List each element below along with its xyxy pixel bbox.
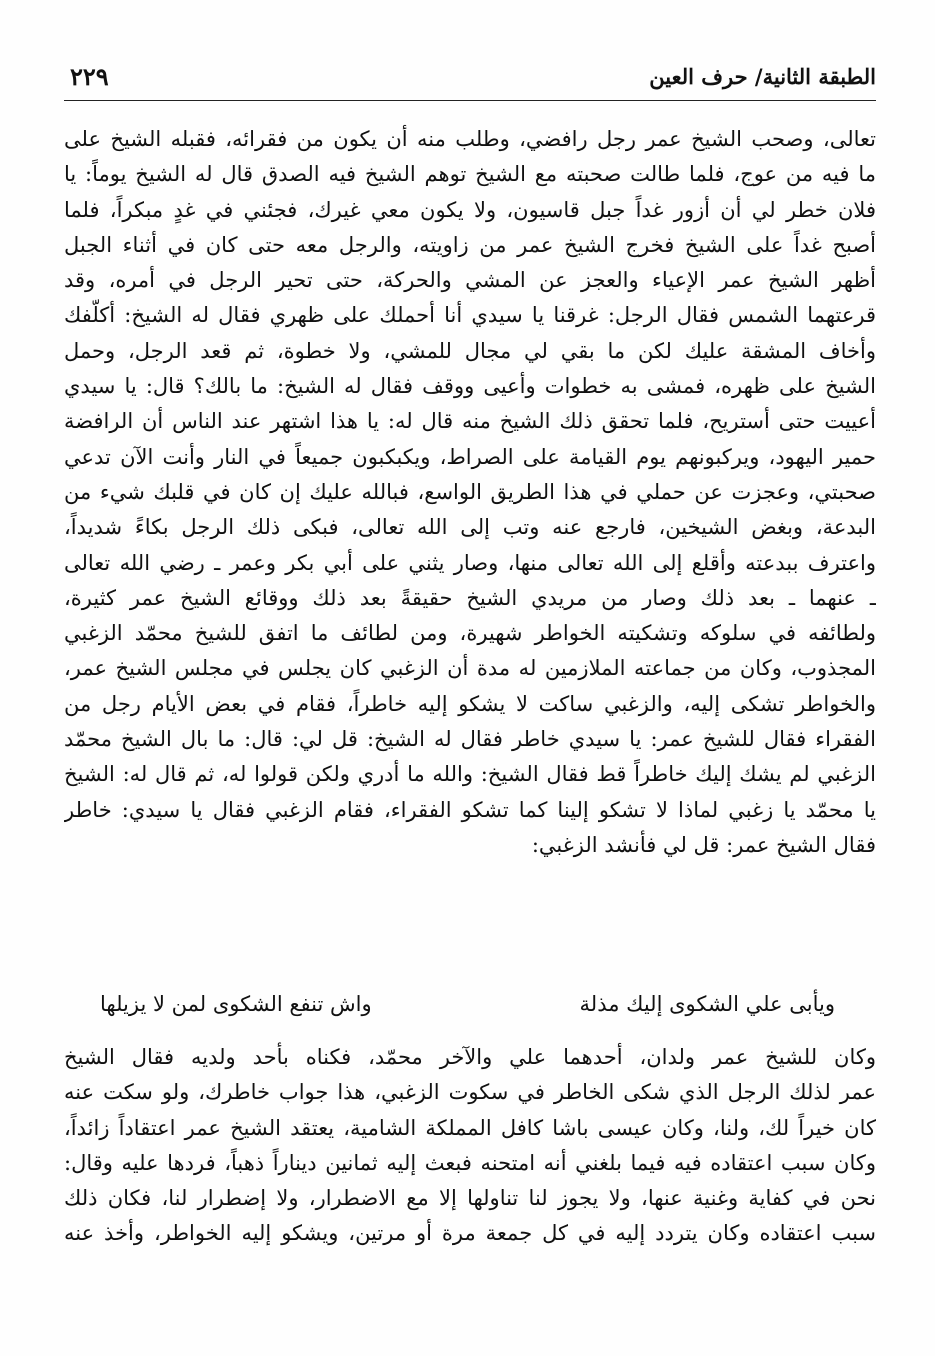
running-title: الطبقة الثانية/ حرف العين [649, 64, 876, 89]
text-line: ـ عنهما ـ بعد ذلك وصار من مريدي الشيخ حقيقةً بعد ذلك ووقائع الشيخ عمر كثيرة، [64, 585, 876, 610]
text-line: أصبح غداً على الشيخ فخرج الشيخ عمر من زاويته، والرجل معه حتى كان في أثناء الجبل [64, 232, 876, 257]
poem-verse [100, 984, 835, 1024]
text-line: حمير اليهود، ويركبونهم يوم القيامة على الصراط، ويكبكبون جميعاً في النار وأنت الآن تدعي [64, 444, 876, 469]
text-line: وكان للشيخ عمر ولدان، أحدهما علي والآخر محمّد، فكناه بأحد ولديه فقال الشيخ [64, 1045, 876, 1069]
text-line: قرعتهما الشمس فقال الرجل: غرقنا يا سيدي أنا أحملك على ظهري فقال له الشيخ: أكلّفك [64, 303, 876, 328]
text-line: كان خيراً لك، ولنا، وكان عيسى باشا كافل المملكة الشامية، يعتقد الشيخ عمر اعتقاداً زائداً، [64, 1115, 876, 1140]
text-line: الزغبي لم يشك إليك خاطراً قط فقال الشيخ: والله ما أدري ولكن قولوا له، ثم قال له: الشيخ [64, 762, 876, 787]
verse-second-hemistich: واش تنفع الشكوى لمن لا يزيلها [100, 992, 372, 1016]
header-divider [64, 100, 876, 101]
text-line: سبب اعتقاده وكان يتردد إليه في كل جمعة مرة أو مرتين، ويشكو إليه الخواطر، وأخذ عنه [64, 1221, 876, 1246]
text-line: صحبتي، وعجزت عن حملي في هذا الطريق الواسع، فبالله عليك إن كان في قلبك شيء من [64, 479, 876, 504]
text-line: ما فيه من عوج، فلما طالت صحبته مع الشيخ توهم الشيخ فيه الصدق قال له الشيخ يوماً: يا [64, 162, 876, 187]
page-header [64, 60, 876, 100]
text-line: البدعة، وبغض الشيخين، فارجع عنه وتب إلى الله تعالى، فبكى ذلك الرجل بكاءً شديداً، [64, 515, 876, 540]
main-text [64, 122, 876, 863]
text-line: تعالى، وصحب الشيخ عمر رجل رافضي، وطلب منه أن يكون من فقرائه، فقبله الشيخ على [64, 127, 876, 151]
text-line: أظهر الشيخ عمر الإعياء والعجز عن المشي والحركة، حتى تحير الرجل في أمره، وقد [64, 268, 876, 293]
text-line: عمر لذلك الرجل الذي شكى الخاطر في سكوت الزغبي، هذا جواب خاطرك، ولو سكت عنه [64, 1080, 876, 1105]
text-line: وكان سبب اعتقاده فيه فيما بلغني أنه امتحنه فبعث إليه ثمانين ديناراً ذهباً، فردها عليه وقال: [64, 1150, 876, 1175]
text-line: فقال الشيخ عمر: قل لي فأنشد الزغبي: [531, 832, 876, 857]
text-line: أعييت حتى أستريح، فلما تحقق ذلك الشيخ منه قال له: يا هذا اشتهر عند الناس أن الرافضة [64, 409, 876, 434]
verse-first-hemistich: ويأبى علي الشكوى إليك مذلة [579, 992, 835, 1016]
page-number: ٢٢٩ [70, 62, 109, 91]
text-line: الشيخ على ظهره، فمشى به خطوات وأعيى ووقف فقال له الشيخ: ما بالك؟ قال: يا سيدي [64, 374, 876, 399]
text-line: الفقراء فقال للشيخ عمر: يا سيدي خاطر فقال له الشيخ: قل لي: قال: ما بال الشيخ محمّد [64, 727, 876, 752]
text-line: وأخاف المشقة عليك لكن ما بقي لي مجال للمشي، ولا خطوة، ثم قعد الرجل، وحمل [64, 338, 876, 363]
main-text-continued [64, 1040, 876, 1252]
text-line: فلان خطر لي أن أزور غداً جبل قاسيون، ولا يكون معي غيرك، فجئني في غدٍ مبكراً، فلما [64, 197, 876, 222]
text-line: يا محمّد يا زغبي لماذا لا تشكو إلينا كما تشكو الفقراء، فقام الزغبي فقال يا سيدي: خاطر [64, 797, 876, 822]
text-line: ولطائفه في سلوكه وتشكيته الخواطر شهيرة، ومن لطائف ما اتفق للشيخ محمّد الزغبي [64, 621, 876, 646]
text-line: والخواطر تشكى إليه، والزغبي ساكت لا يشكو إليه خاطراً، فقام في بعض الأيام رجل من [64, 691, 876, 716]
text-line: المجذوب، وكان من جماعته الملازمين له مدة أن الزغبي كان يجلس في مجلس الشيخ عمر، [64, 656, 876, 681]
text-line: واعترف ببدعته وأقلع إلى الله تعالى منها، وصار يثني على أبي بكر وعمر ـ رضي الله تعالى [64, 550, 876, 575]
text-line: نحن في كفاية وغنية عنها، ولا يجوز لنا تناولها إلا مع الاضطرار، ولا إضطرار لنا، فكان ذلك [64, 1186, 876, 1211]
